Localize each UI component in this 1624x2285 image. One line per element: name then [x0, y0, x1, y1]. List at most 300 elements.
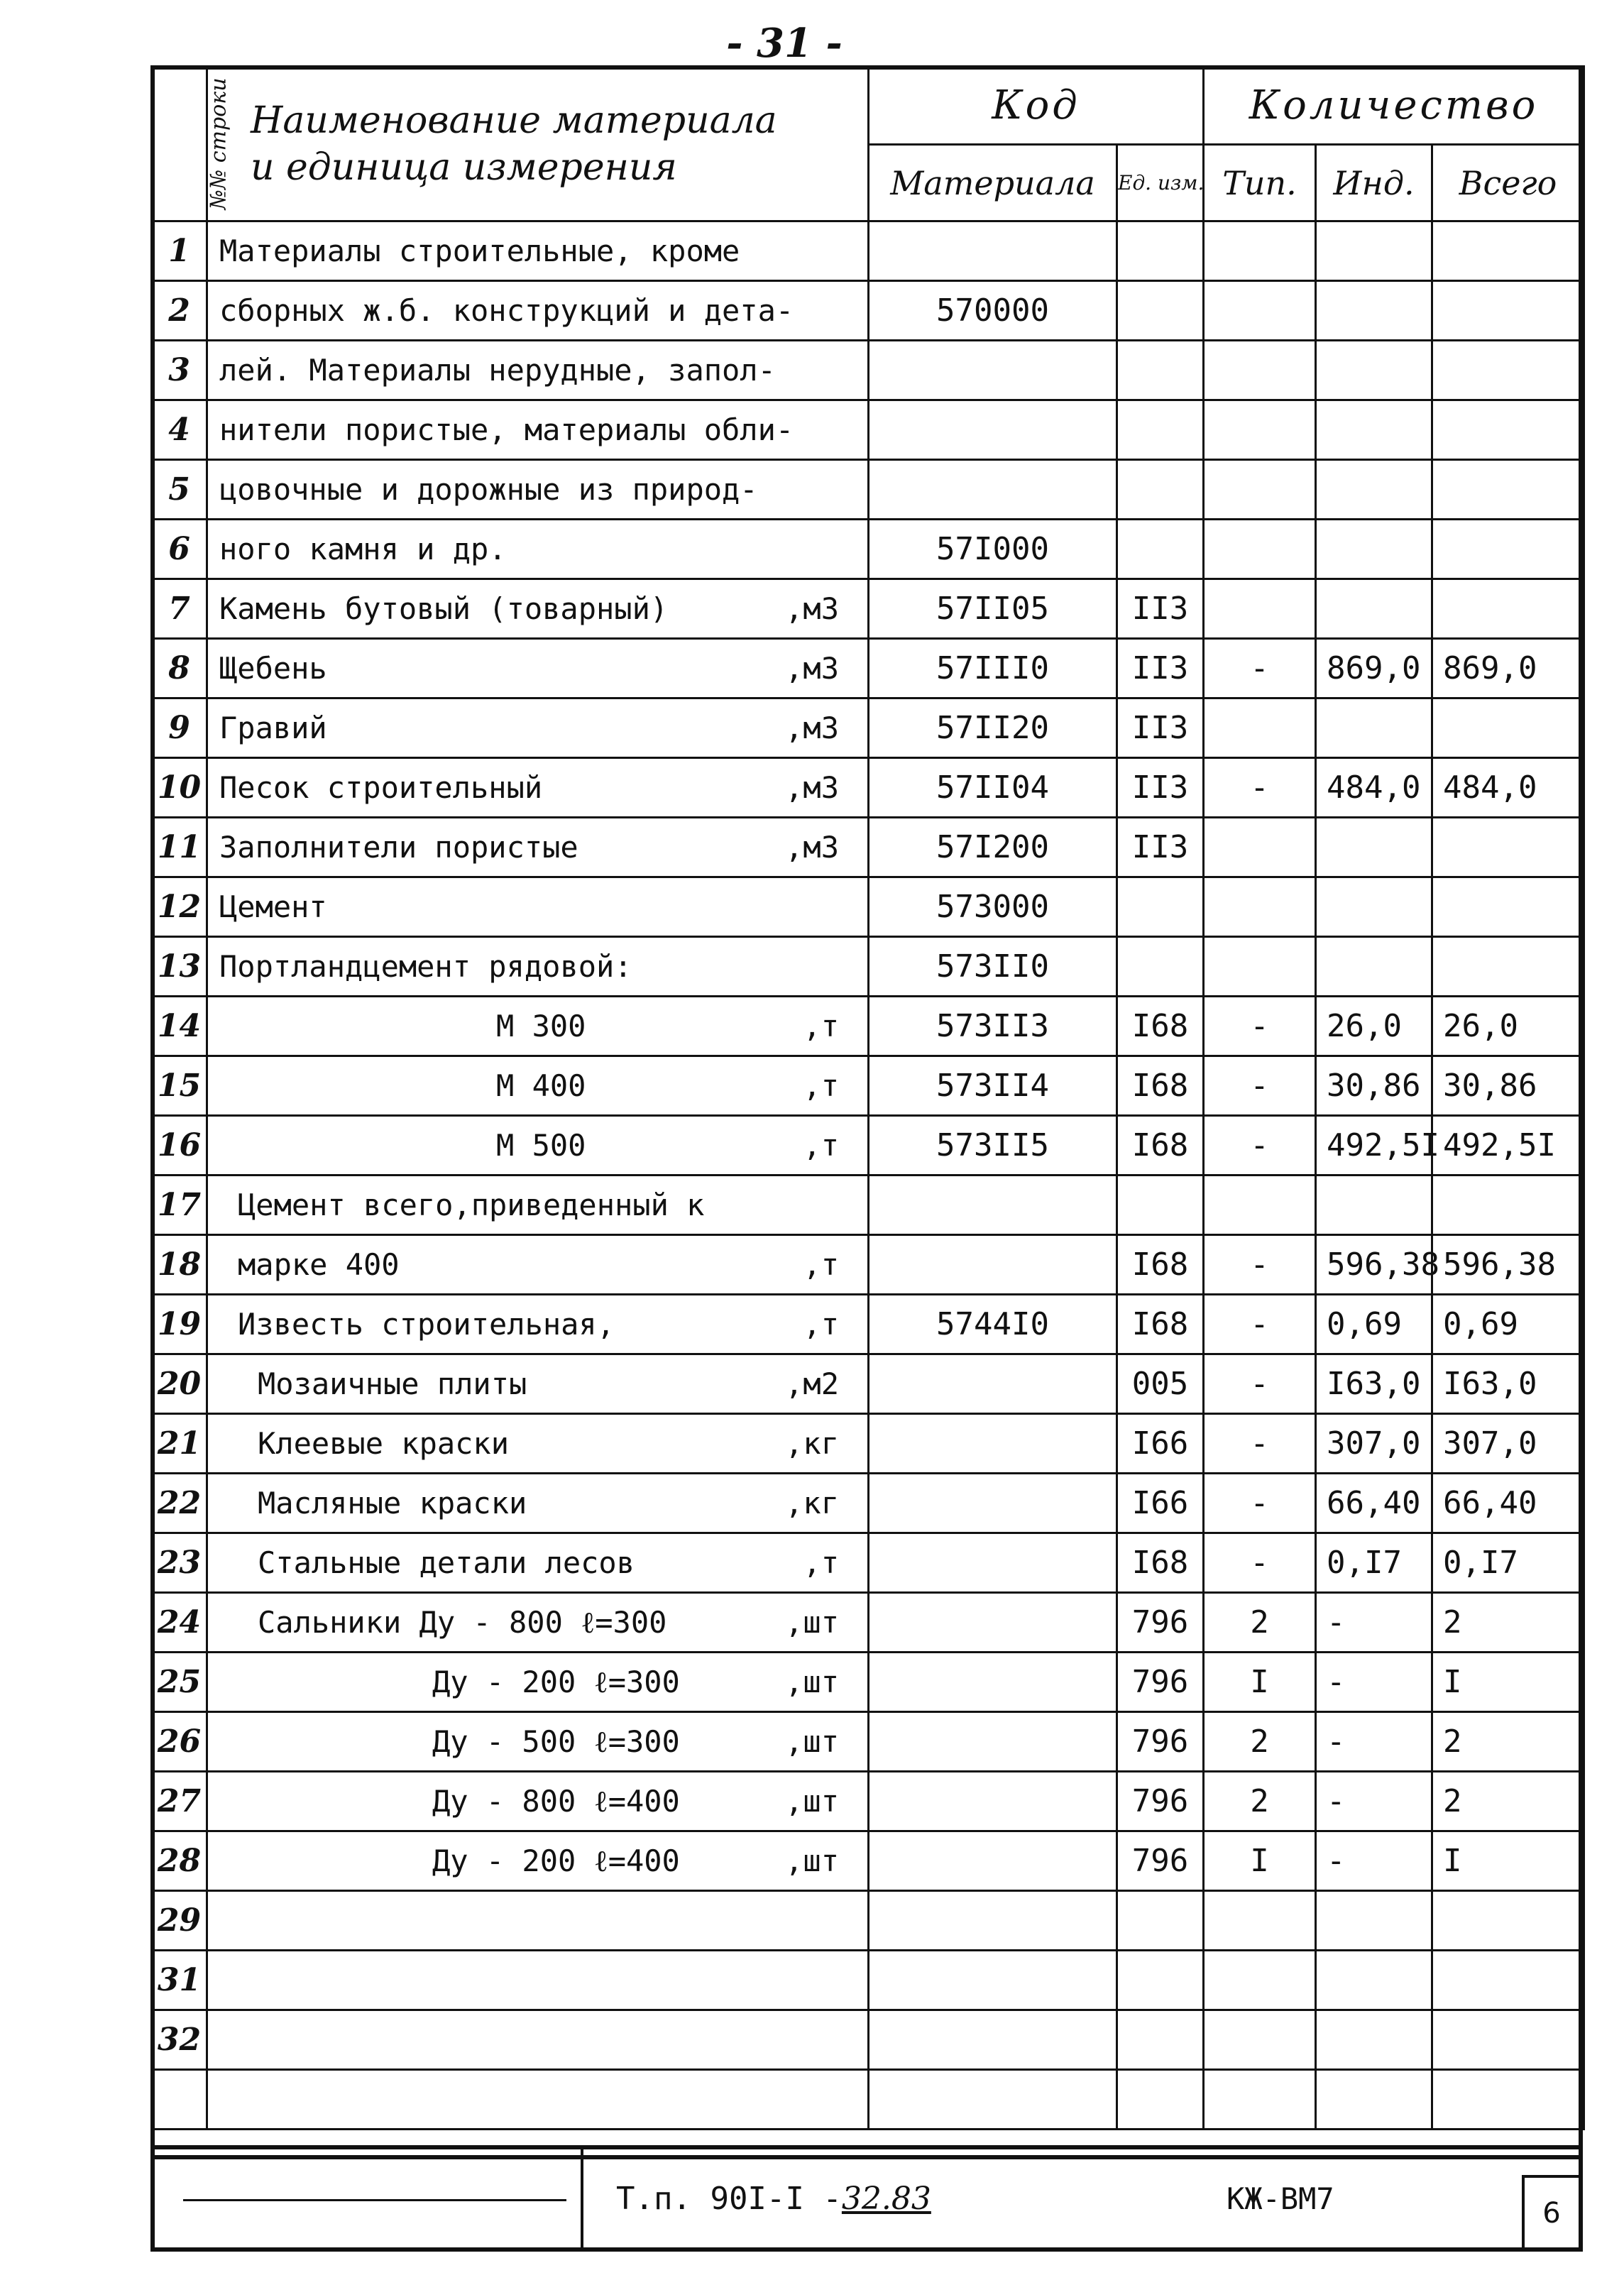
- qty-ind-cell: 492,5I: [1316, 1116, 1432, 1176]
- unit-code-cell: [1117, 341, 1204, 400]
- qty-typ-cell: -: [1204, 758, 1316, 818]
- qty-typ-cell: [1204, 520, 1316, 579]
- qty-typ-cell: [1204, 221, 1316, 281]
- material-name: М 300: [496, 1009, 586, 1043]
- qty-ind-cell: -: [1316, 1712, 1432, 1772]
- material-name-cell: [207, 1414, 869, 1474]
- row-number-cell: 5: [152, 460, 207, 520]
- qty-total-cell: [1432, 579, 1584, 639]
- row-number-cell: 6: [152, 520, 207, 579]
- document-mark: КЖ-ВМ7: [1227, 2181, 1334, 2216]
- unit-code-cell: I68: [1117, 1533, 1204, 1593]
- header-code: Код: [869, 67, 1204, 145]
- row-number-cell: 32: [152, 2010, 207, 2070]
- material-name-cell: [207, 1653, 869, 1712]
- qty-ind-cell: -: [1316, 1593, 1432, 1653]
- row-number-cell: 11: [152, 818, 207, 877]
- qty-typ-cell: I: [1204, 1653, 1316, 1712]
- qty-total-cell: [1432, 400, 1584, 460]
- material-name: Гравий: [219, 711, 327, 745]
- material-code-cell: [869, 1593, 1117, 1653]
- material-name-cell: [207, 460, 869, 520]
- material-code-cell: 57I000: [869, 520, 1117, 579]
- material-unit: ,т: [803, 1247, 839, 1282]
- qty-total-cell: [1432, 877, 1584, 937]
- material-name-cell: [207, 758, 869, 818]
- table-row: [152, 520, 1584, 579]
- header-code-unit: Ед. изм.: [1117, 145, 1204, 221]
- qty-typ-cell: [1204, 937, 1316, 997]
- material-name: Известь строительная,: [238, 1307, 615, 1342]
- qty-ind-cell: -: [1316, 1772, 1432, 1831]
- material-unit: ,т: [803, 1128, 839, 1163]
- row-number-cell: 12: [152, 877, 207, 937]
- row-number-cell: 26: [152, 1712, 207, 1772]
- table-row: [152, 1056, 1584, 1116]
- qty-total-cell: [1432, 221, 1584, 281]
- qty-total-cell: [1432, 281, 1584, 341]
- material-code-cell: [869, 1354, 1117, 1414]
- qty-ind-cell: [1316, 2010, 1432, 2070]
- material-code-cell: [869, 341, 1117, 400]
- row-number-cell: 13: [152, 937, 207, 997]
- material-code-cell: [869, 1712, 1117, 1772]
- material-unit: ,т: [803, 1009, 839, 1043]
- qty-typ-cell: -: [1204, 1354, 1316, 1414]
- material-name-cell: [207, 579, 869, 639]
- row-number-cell: 19: [152, 1295, 207, 1354]
- header-qty-typ: Тип.: [1204, 145, 1316, 221]
- material-name: М 500: [496, 1128, 586, 1163]
- table-row: [152, 1653, 1584, 1712]
- material-name: нители пористые, материалы обли-: [219, 412, 794, 447]
- unit-code-cell: I66: [1117, 1414, 1204, 1474]
- qty-typ-cell: [1204, 281, 1316, 341]
- material-code-cell: [869, 221, 1117, 281]
- qty-total-cell: I: [1432, 1653, 1584, 1712]
- qty-total-cell: [1432, 341, 1584, 400]
- row-number-cell: 8: [152, 639, 207, 698]
- unit-code-cell: [1117, 460, 1204, 520]
- material-unit: ,т: [803, 1068, 839, 1103]
- qty-total-cell: [1432, 2010, 1584, 2070]
- material-code-cell: [869, 1235, 1117, 1295]
- material-name: Ду - 200 ℓ=400: [432, 1843, 680, 1878]
- qty-ind-cell: [1316, 281, 1432, 341]
- header-quantity: Количество: [1204, 67, 1584, 145]
- row-number-cell: 9: [152, 698, 207, 758]
- title-block-left: [155, 2149, 583, 2247]
- row-number-cell: 25: [152, 1653, 207, 1712]
- material-name: Заполнители пористые: [219, 830, 578, 865]
- row-number-cell: 22: [152, 1474, 207, 1533]
- row-number-cell: 16: [152, 1116, 207, 1176]
- table-row: [152, 1354, 1584, 1414]
- material-name: лей. Материалы нерудные, запол-: [219, 353, 776, 388]
- qty-ind-cell: 30,86: [1316, 1056, 1432, 1116]
- material-unit: ,т: [803, 1307, 839, 1342]
- qty-typ-cell: 2: [1204, 1772, 1316, 1831]
- table-body: [152, 221, 1584, 2130]
- qty-typ-cell: -: [1204, 639, 1316, 698]
- table-row: [152, 2070, 1584, 2130]
- qty-ind-cell: [1316, 579, 1432, 639]
- unit-code-cell: II3: [1117, 818, 1204, 877]
- materials-table: [150, 65, 1585, 2130]
- material-name: Сальники Ду - 800 ℓ=300: [258, 1604, 667, 1640]
- table-row: [152, 1474, 1584, 1533]
- material-code-cell: [869, 1891, 1117, 1951]
- header-code-material: Материала: [869, 145, 1117, 221]
- material-unit: ,шт: [785, 1783, 839, 1819]
- material-name: цовочные и дорожные из природ-: [219, 472, 758, 507]
- qty-total-cell: [1432, 818, 1584, 877]
- qty-ind-cell: 484,0: [1316, 758, 1432, 818]
- row-number-cell: 18: [152, 1235, 207, 1295]
- table-row: [152, 1772, 1584, 1831]
- material-name-cell: [207, 221, 869, 281]
- material-name-cell: [207, 698, 869, 758]
- table-row: [152, 818, 1584, 877]
- qty-ind-cell: -: [1316, 1653, 1432, 1712]
- unit-code-cell: II3: [1117, 639, 1204, 698]
- qty-typ-cell: -: [1204, 1295, 1316, 1354]
- material-name: Щебень: [219, 651, 327, 686]
- table-row: [152, 460, 1584, 520]
- material-code-cell: [869, 1653, 1117, 1712]
- page-number: - 31 -: [726, 20, 843, 67]
- material-code-cell: 57II20: [869, 698, 1117, 758]
- material-code-cell: [869, 1951, 1117, 2010]
- material-code-cell: 57II05: [869, 579, 1117, 639]
- material-name-cell: [207, 1116, 869, 1176]
- unit-code-cell: 796: [1117, 1712, 1204, 1772]
- row-number-cell: [152, 2070, 207, 2130]
- row-number-cell: 21: [152, 1414, 207, 1474]
- unit-code-cell: [1117, 281, 1204, 341]
- qty-ind-cell: [1316, 221, 1432, 281]
- table-row: [152, 1176, 1584, 1235]
- qty-total-cell: 30,86: [1432, 1056, 1584, 1116]
- material-name: ного камня и др.: [219, 532, 507, 566]
- material-code-cell: [869, 2070, 1117, 2130]
- material-name: Ду - 200 ℓ=300: [432, 1664, 680, 1699]
- qty-total-cell: 596,38: [1432, 1235, 1584, 1295]
- material-name-cell: [207, 1533, 869, 1593]
- material-unit: ,м3: [785, 830, 839, 865]
- qty-ind-cell: [1316, 937, 1432, 997]
- material-code-cell: [869, 1474, 1117, 1533]
- table-row: [152, 937, 1584, 997]
- row-number-cell: 23: [152, 1533, 207, 1593]
- qty-total-cell: [1432, 2070, 1584, 2130]
- qty-ind-cell: [1316, 698, 1432, 758]
- qty-total-cell: [1432, 460, 1584, 520]
- unit-code-cell: I68: [1117, 1116, 1204, 1176]
- qty-total-cell: 0,69: [1432, 1295, 1584, 1354]
- header-name: [207, 67, 869, 221]
- material-unit: ,кг: [785, 1486, 839, 1520]
- qty-typ-cell: [1204, 698, 1316, 758]
- qty-typ-cell: -: [1204, 1116, 1316, 1176]
- qty-typ-cell: [1204, 2070, 1316, 2130]
- material-unit: ,м3: [785, 770, 839, 805]
- material-name-cell: [207, 2010, 869, 2070]
- table-row: [152, 1295, 1584, 1354]
- unit-code-cell: 796: [1117, 1831, 1204, 1891]
- qty-total-cell: 2: [1432, 1772, 1584, 1831]
- material-name-cell: [207, 1235, 869, 1295]
- qty-ind-cell: [1316, 520, 1432, 579]
- material-code-cell: 573II0: [869, 937, 1117, 997]
- unit-code-cell: [1117, 1951, 1204, 2010]
- qty-typ-cell: [1204, 341, 1316, 400]
- material-name-cell: [207, 1831, 869, 1891]
- row-number-cell: 15: [152, 1056, 207, 1116]
- unit-code-cell: 796: [1117, 1653, 1204, 1712]
- material-code-cell: 5744I0: [869, 1295, 1117, 1354]
- qty-typ-cell: [1204, 460, 1316, 520]
- table-row: [152, 997, 1584, 1056]
- qty-total-cell: I63,0: [1432, 1354, 1584, 1414]
- row-number-cell: 24: [152, 1593, 207, 1653]
- qty-total-cell: 492,5I: [1432, 1116, 1584, 1176]
- material-code-cell: 570000: [869, 281, 1117, 341]
- material-name-cell: [207, 520, 869, 579]
- row-number-cell: 20: [152, 1354, 207, 1414]
- qty-total-cell: 26,0: [1432, 997, 1584, 1056]
- table-row: [152, 1533, 1584, 1593]
- header-qty-ind: Инд.: [1316, 145, 1432, 221]
- table-row: [152, 1831, 1584, 1891]
- table-row: [152, 281, 1584, 341]
- material-code-cell: 573000: [869, 877, 1117, 937]
- row-number-cell: 4: [152, 400, 207, 460]
- qty-typ-cell: [1204, 579, 1316, 639]
- row-number-cell: 17: [152, 1176, 207, 1235]
- row-number-cell: 27: [152, 1772, 207, 1831]
- document-number: [616, 2149, 931, 2247]
- qty-total-cell: 869,0: [1432, 639, 1584, 698]
- material-name: Ду - 500 ℓ=300: [432, 1724, 680, 1759]
- material-unit: ,шт: [785, 1664, 839, 1699]
- table-row: [152, 1235, 1584, 1295]
- qty-total-cell: [1432, 1891, 1584, 1951]
- qty-typ-cell: [1204, 1891, 1316, 1951]
- qty-typ-cell: -: [1204, 1533, 1316, 1593]
- material-name-cell: [207, 2070, 869, 2130]
- unit-code-cell: [1117, 2070, 1204, 2130]
- material-code-cell: [869, 2010, 1117, 2070]
- unit-code-cell: [1117, 221, 1204, 281]
- material-name-cell: [207, 341, 869, 400]
- qty-total-cell: [1432, 698, 1584, 758]
- table-row: [152, 1712, 1584, 1772]
- table-row: [152, 1593, 1584, 1653]
- material-name: Масляные краски: [258, 1486, 527, 1520]
- unit-code-cell: 796: [1117, 1593, 1204, 1653]
- unit-code-cell: I68: [1117, 1056, 1204, 1116]
- material-code-cell: 57II04: [869, 758, 1117, 818]
- unit-code-cell: 796: [1117, 1772, 1204, 1831]
- qty-total-cell: [1432, 1176, 1584, 1235]
- qty-typ-cell: -: [1204, 1235, 1316, 1295]
- row-number-cell: 14: [152, 997, 207, 1056]
- material-name: Камень бутовый (товарный): [219, 591, 669, 626]
- unit-code-cell: [1117, 877, 1204, 937]
- material-name-cell: [207, 1056, 869, 1116]
- material-code-cell: 57I200: [869, 818, 1117, 877]
- unit-code-cell: [1117, 1176, 1204, 1235]
- material-code-cell: 573II5: [869, 1116, 1117, 1176]
- qty-ind-cell: [1316, 818, 1432, 877]
- material-name-cell: [207, 1712, 869, 1772]
- material-name-cell: [207, 281, 869, 341]
- qty-typ-cell: -: [1204, 1056, 1316, 1116]
- material-name-cell: [207, 400, 869, 460]
- qty-typ-cell: [1204, 1176, 1316, 1235]
- qty-ind-cell: 307,0: [1316, 1414, 1432, 1474]
- material-code-cell: [869, 460, 1117, 520]
- table-row: [152, 1414, 1584, 1474]
- material-name: Песок строительный: [219, 770, 543, 805]
- qty-ind-cell: I63,0: [1316, 1354, 1432, 1414]
- qty-ind-cell: 0,I7: [1316, 1533, 1432, 1593]
- material-code-cell: [869, 1831, 1117, 1891]
- qty-ind-cell: 596,38: [1316, 1235, 1432, 1295]
- material-name-cell: [207, 937, 869, 997]
- qty-typ-cell: 2: [1204, 1593, 1316, 1653]
- unit-code-cell: [1117, 937, 1204, 997]
- qty-ind-cell: -: [1316, 1831, 1432, 1891]
- material-code-cell: [869, 1414, 1117, 1474]
- material-name-cell: [207, 1593, 869, 1653]
- material-name: Стальные детали лесов: [258, 1545, 635, 1580]
- qty-typ-cell: [1204, 1951, 1316, 2010]
- material-unit: ,шт: [785, 1604, 839, 1640]
- unit-code-cell: I68: [1117, 1235, 1204, 1295]
- qty-typ-cell: I: [1204, 1831, 1316, 1891]
- qty-total-cell: 66,40: [1432, 1474, 1584, 1533]
- document-handwritten-number: 32.83: [841, 2181, 931, 2217]
- unit-code-cell: [1117, 2010, 1204, 2070]
- table-row: [152, 341, 1584, 400]
- material-name-cell: [207, 818, 869, 877]
- material-name-cell: [207, 877, 869, 937]
- material-name: Цемент всего,приведенный к: [238, 1188, 705, 1222]
- row-number-cell: 10: [152, 758, 207, 818]
- unit-code-cell: [1117, 400, 1204, 460]
- qty-typ-cell: 2: [1204, 1712, 1316, 1772]
- material-code-cell: 573II3: [869, 997, 1117, 1056]
- qty-ind-cell: 26,0: [1316, 997, 1432, 1056]
- qty-ind-cell: [1316, 341, 1432, 400]
- table-row: [152, 221, 1584, 281]
- row-number-cell: 3: [152, 341, 207, 400]
- table-row: [152, 400, 1584, 460]
- table-row: [152, 1951, 1584, 2010]
- qty-typ-cell: -: [1204, 1414, 1316, 1474]
- material-name-cell: [207, 1295, 869, 1354]
- title-block: [150, 2145, 1583, 2252]
- qty-ind-cell: [1316, 877, 1432, 937]
- unit-code-cell: I66: [1117, 1474, 1204, 1533]
- unit-code-cell: II3: [1117, 758, 1204, 818]
- qty-total-cell: 0,I7: [1432, 1533, 1584, 1593]
- row-number-cell: 29: [152, 1891, 207, 1951]
- material-unit: ,шт: [785, 1724, 839, 1759]
- row-number-cell: 2: [152, 281, 207, 341]
- material-unit: ,шт: [785, 1843, 839, 1878]
- qty-typ-cell: -: [1204, 1474, 1316, 1533]
- qty-ind-cell: 66,40: [1316, 1474, 1432, 1533]
- unit-code-cell: II3: [1117, 579, 1204, 639]
- qty-ind-cell: 0,69: [1316, 1295, 1432, 1354]
- qty-typ-cell: -: [1204, 997, 1316, 1056]
- material-code-cell: [869, 1772, 1117, 1831]
- unit-code-cell: II3: [1117, 698, 1204, 758]
- material-code-cell: [869, 400, 1117, 460]
- row-number-cell: 7: [152, 579, 207, 639]
- material-unit: ,м3: [785, 651, 839, 686]
- table-row: [152, 877, 1584, 937]
- material-name: Мозаичные плиты: [258, 1366, 527, 1401]
- material-unit: ,т: [803, 1545, 839, 1580]
- material-name-cell: [207, 639, 869, 698]
- row-number-cell: 1: [152, 221, 207, 281]
- qty-total-cell: [1432, 520, 1584, 579]
- material-unit: ,кг: [785, 1426, 839, 1461]
- material-name: Материалы строительные, кроме: [219, 234, 740, 268]
- material-name: Цемент: [219, 889, 327, 924]
- unit-code-cell: [1117, 1891, 1204, 1951]
- material-name-cell: [207, 1176, 869, 1235]
- table-row: [152, 758, 1584, 818]
- header-qty-total: Всего: [1432, 145, 1584, 221]
- qty-typ-cell: [1204, 818, 1316, 877]
- material-name: Ду - 800 ℓ=400: [432, 1783, 680, 1819]
- table-row: [152, 579, 1584, 639]
- qty-typ-cell: [1204, 2010, 1316, 2070]
- material-name: сборных ж.б. конструкций и дета-: [219, 293, 794, 328]
- material-unit: ,м2: [785, 1366, 839, 1401]
- qty-total-cell: 2: [1432, 1593, 1584, 1653]
- qty-typ-cell: [1204, 877, 1316, 937]
- qty-total-cell: [1432, 1951, 1584, 2010]
- material-name: Клеевые краски: [258, 1426, 510, 1461]
- material-name-cell: [207, 1474, 869, 1533]
- table-row: [152, 2010, 1584, 2070]
- table-row: [152, 698, 1584, 758]
- header-row-number: №№ строки: [152, 67, 207, 221]
- unit-code-cell: I68: [1117, 997, 1204, 1056]
- qty-total-cell: 484,0: [1432, 758, 1584, 818]
- table-row: [152, 639, 1584, 698]
- material-code-cell: 573II4: [869, 1056, 1117, 1116]
- material-name-cell: [207, 997, 869, 1056]
- material-unit: ,м3: [785, 591, 839, 626]
- qty-ind-cell: 869,0: [1316, 639, 1432, 698]
- qty-typ-cell: [1204, 400, 1316, 460]
- material-unit: ,м3: [785, 711, 839, 745]
- row-number-cell: 31: [152, 1951, 207, 2010]
- row-number-cell: 28: [152, 1831, 207, 1891]
- unit-code-cell: I68: [1117, 1295, 1204, 1354]
- qty-ind-cell: [1316, 2070, 1432, 2130]
- header-name-line1: Наименование материала: [251, 99, 777, 142]
- unit-code-cell: 005: [1117, 1354, 1204, 1414]
- qty-total-cell: [1432, 937, 1584, 997]
